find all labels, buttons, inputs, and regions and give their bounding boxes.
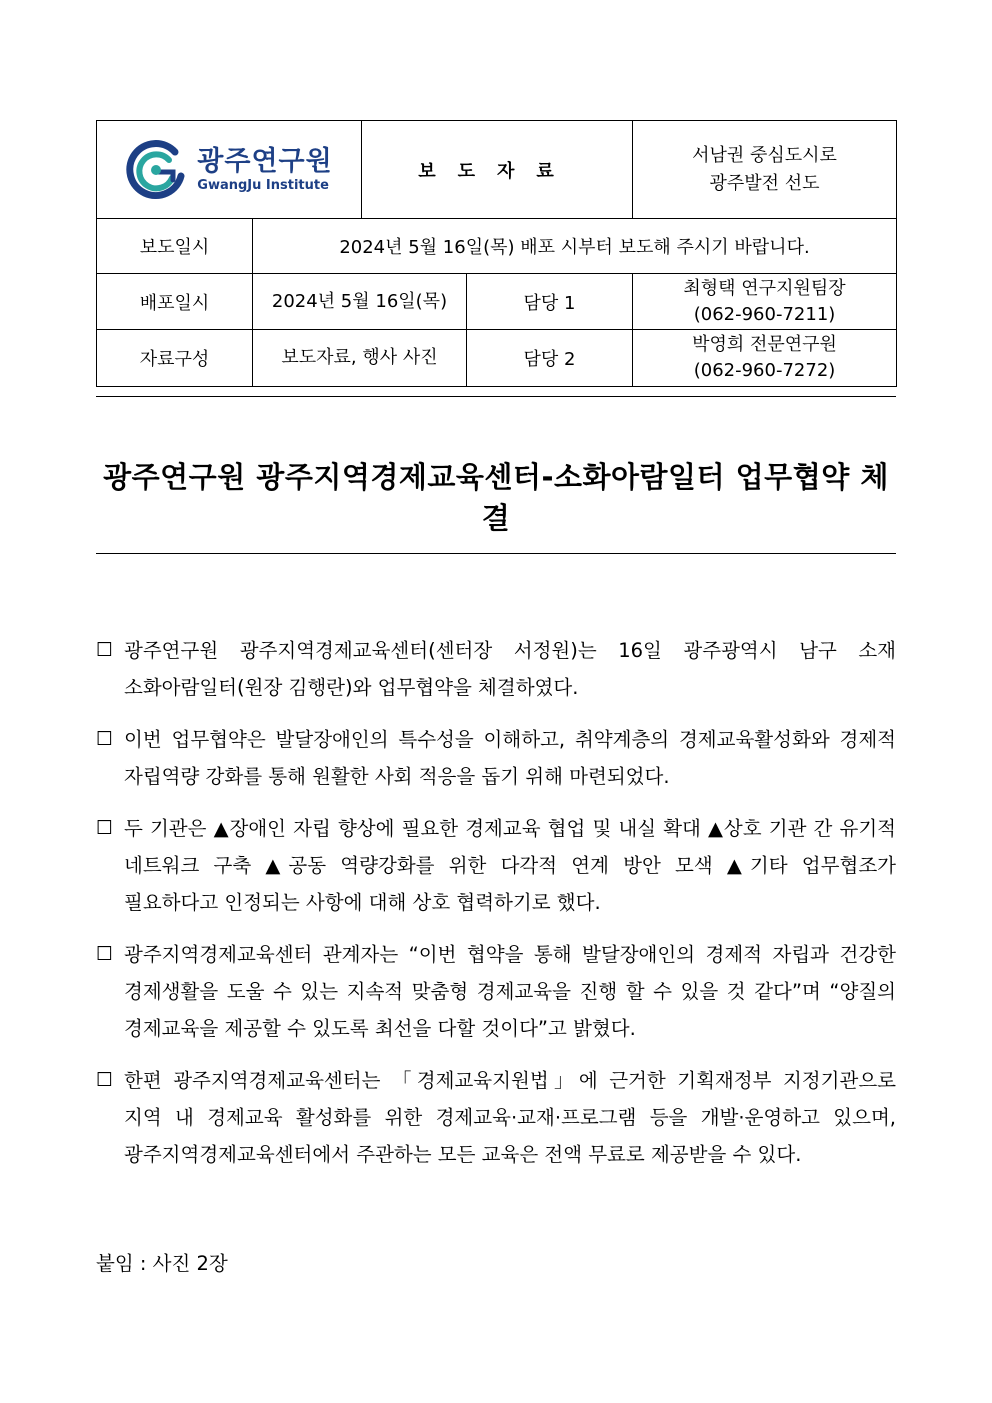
press-body — [96, 632, 896, 1188]
checkbox-bullet-icon: ☐ — [96, 639, 114, 661]
contact-1-info — [633, 274, 897, 330]
headline: 광주연구원 광주지역경제교육센터-소화아람일터 업무협약 체결 — [103, 460, 889, 535]
contact-2-phone: (062-960-7272) — [693, 360, 836, 381]
contact-2-info — [633, 330, 897, 387]
checkbox-bullet-icon: ☐ — [96, 943, 114, 965]
doc-type-title: 보도자료 — [362, 121, 633, 219]
contact-2-name: 박영희 전문연구원 — [692, 334, 837, 355]
label-release-time: 보도일시 — [97, 219, 253, 274]
slogan — [633, 121, 897, 219]
logo-english-name: GwangJu Institute — [197, 177, 329, 193]
paragraph-text: 이번 업무협약은 발달장애인의 특수성을 이해하고, 취약계층의 경제교육활성화와 경제적 자립역량 강화를 통해 원활한 사회 적응을 돕기 위해 마련되었다. — [124, 728, 896, 788]
logo-korean-name: 광주연구원 — [197, 145, 333, 177]
logo-cell — [97, 121, 362, 219]
checkbox-bullet-icon: ☐ — [96, 728, 114, 750]
paragraph-text: 광주연구원 광주지역경제교육센터(센터장 서정원)는 16일 광주광역시 남구 소재 소화아람일터(원장 김행란)와 업무협약을 체결하였다. — [124, 639, 896, 699]
contact-1-name: 최형택 연구지원팀장 — [683, 277, 846, 299]
paragraph-text: 광주지역경제교육센터 관계자는 “이번 협약을 통해 발달장애인의 경제적 자립과 건강한 경제생활을 도울 수 있는 지속적 맞춤형 경제교육을 진행 할 수 있을 것 같다”며 “양질의 경제교육을 제공할 수 있도록 최선을 다할 것이다”고 밝혔다. — [124, 943, 896, 1040]
paragraph — [96, 632, 896, 706]
value-distribution-date: 2024년 5월 16일(목) — [253, 274, 467, 330]
label-materials: 자료구성 — [97, 330, 253, 387]
divider-bottom — [96, 553, 896, 554]
attachment-note: 붙임 : 사진 2장 — [96, 1252, 228, 1275]
contact-1-phone: (062-960-7211) — [693, 303, 836, 325]
slogan-line-1: 서남권 중심도시로 — [692, 144, 837, 166]
label-distribution-date: 배포일시 — [97, 274, 253, 330]
value-release-time: 2024년 5월 16일(목) 배포 시부터 보도해 주시기 바랍니다. — [253, 219, 897, 274]
press-header-table — [96, 120, 897, 387]
paragraph — [96, 1062, 896, 1173]
contact-2-label: 담당 2 — [467, 330, 633, 387]
divider-top — [96, 396, 896, 397]
paragraph — [96, 721, 896, 795]
paragraph — [96, 810, 896, 921]
slogan-line-2: 광주발전 선도 — [709, 172, 820, 194]
value-materials: 보도자료, 행사 사진 — [253, 330, 467, 387]
paragraph-text: 두 기관은 ▲장애인 자립 향상에 필요한 경제교육 협업 및 내실 확대 ▲상호 기관 간 유기적 네트워크 구축 ▲공동 역량강화를 위한 다각적 연계 방안 모색 ▲기타 업무협조가 필요하다고 인정되는 사항에 대해 상호 협력하기로 했다. — [124, 817, 896, 914]
checkbox-bullet-icon: ☐ — [96, 1069, 114, 1091]
gwangju-institute-emblem-icon — [125, 138, 189, 202]
checkbox-bullet-icon: ☐ — [96, 817, 114, 839]
paragraph — [96, 936, 896, 1047]
contact-1-label: 담당 1 — [467, 274, 633, 330]
institute-logo — [97, 138, 361, 202]
paragraph-text: 한편 광주지역경제교육센터는 「경제교육지원법」에 근거한 기획재정부 지정기관으로 지역 내 경제교육 활성화를 위한 경제교육·교재·프로그램 등을 개발·운영하고 있으며, 광주지역경제교육센터에서 주관하는 모든 교육은 전액 무료로 제공받을 수 있다. — [124, 1069, 896, 1166]
